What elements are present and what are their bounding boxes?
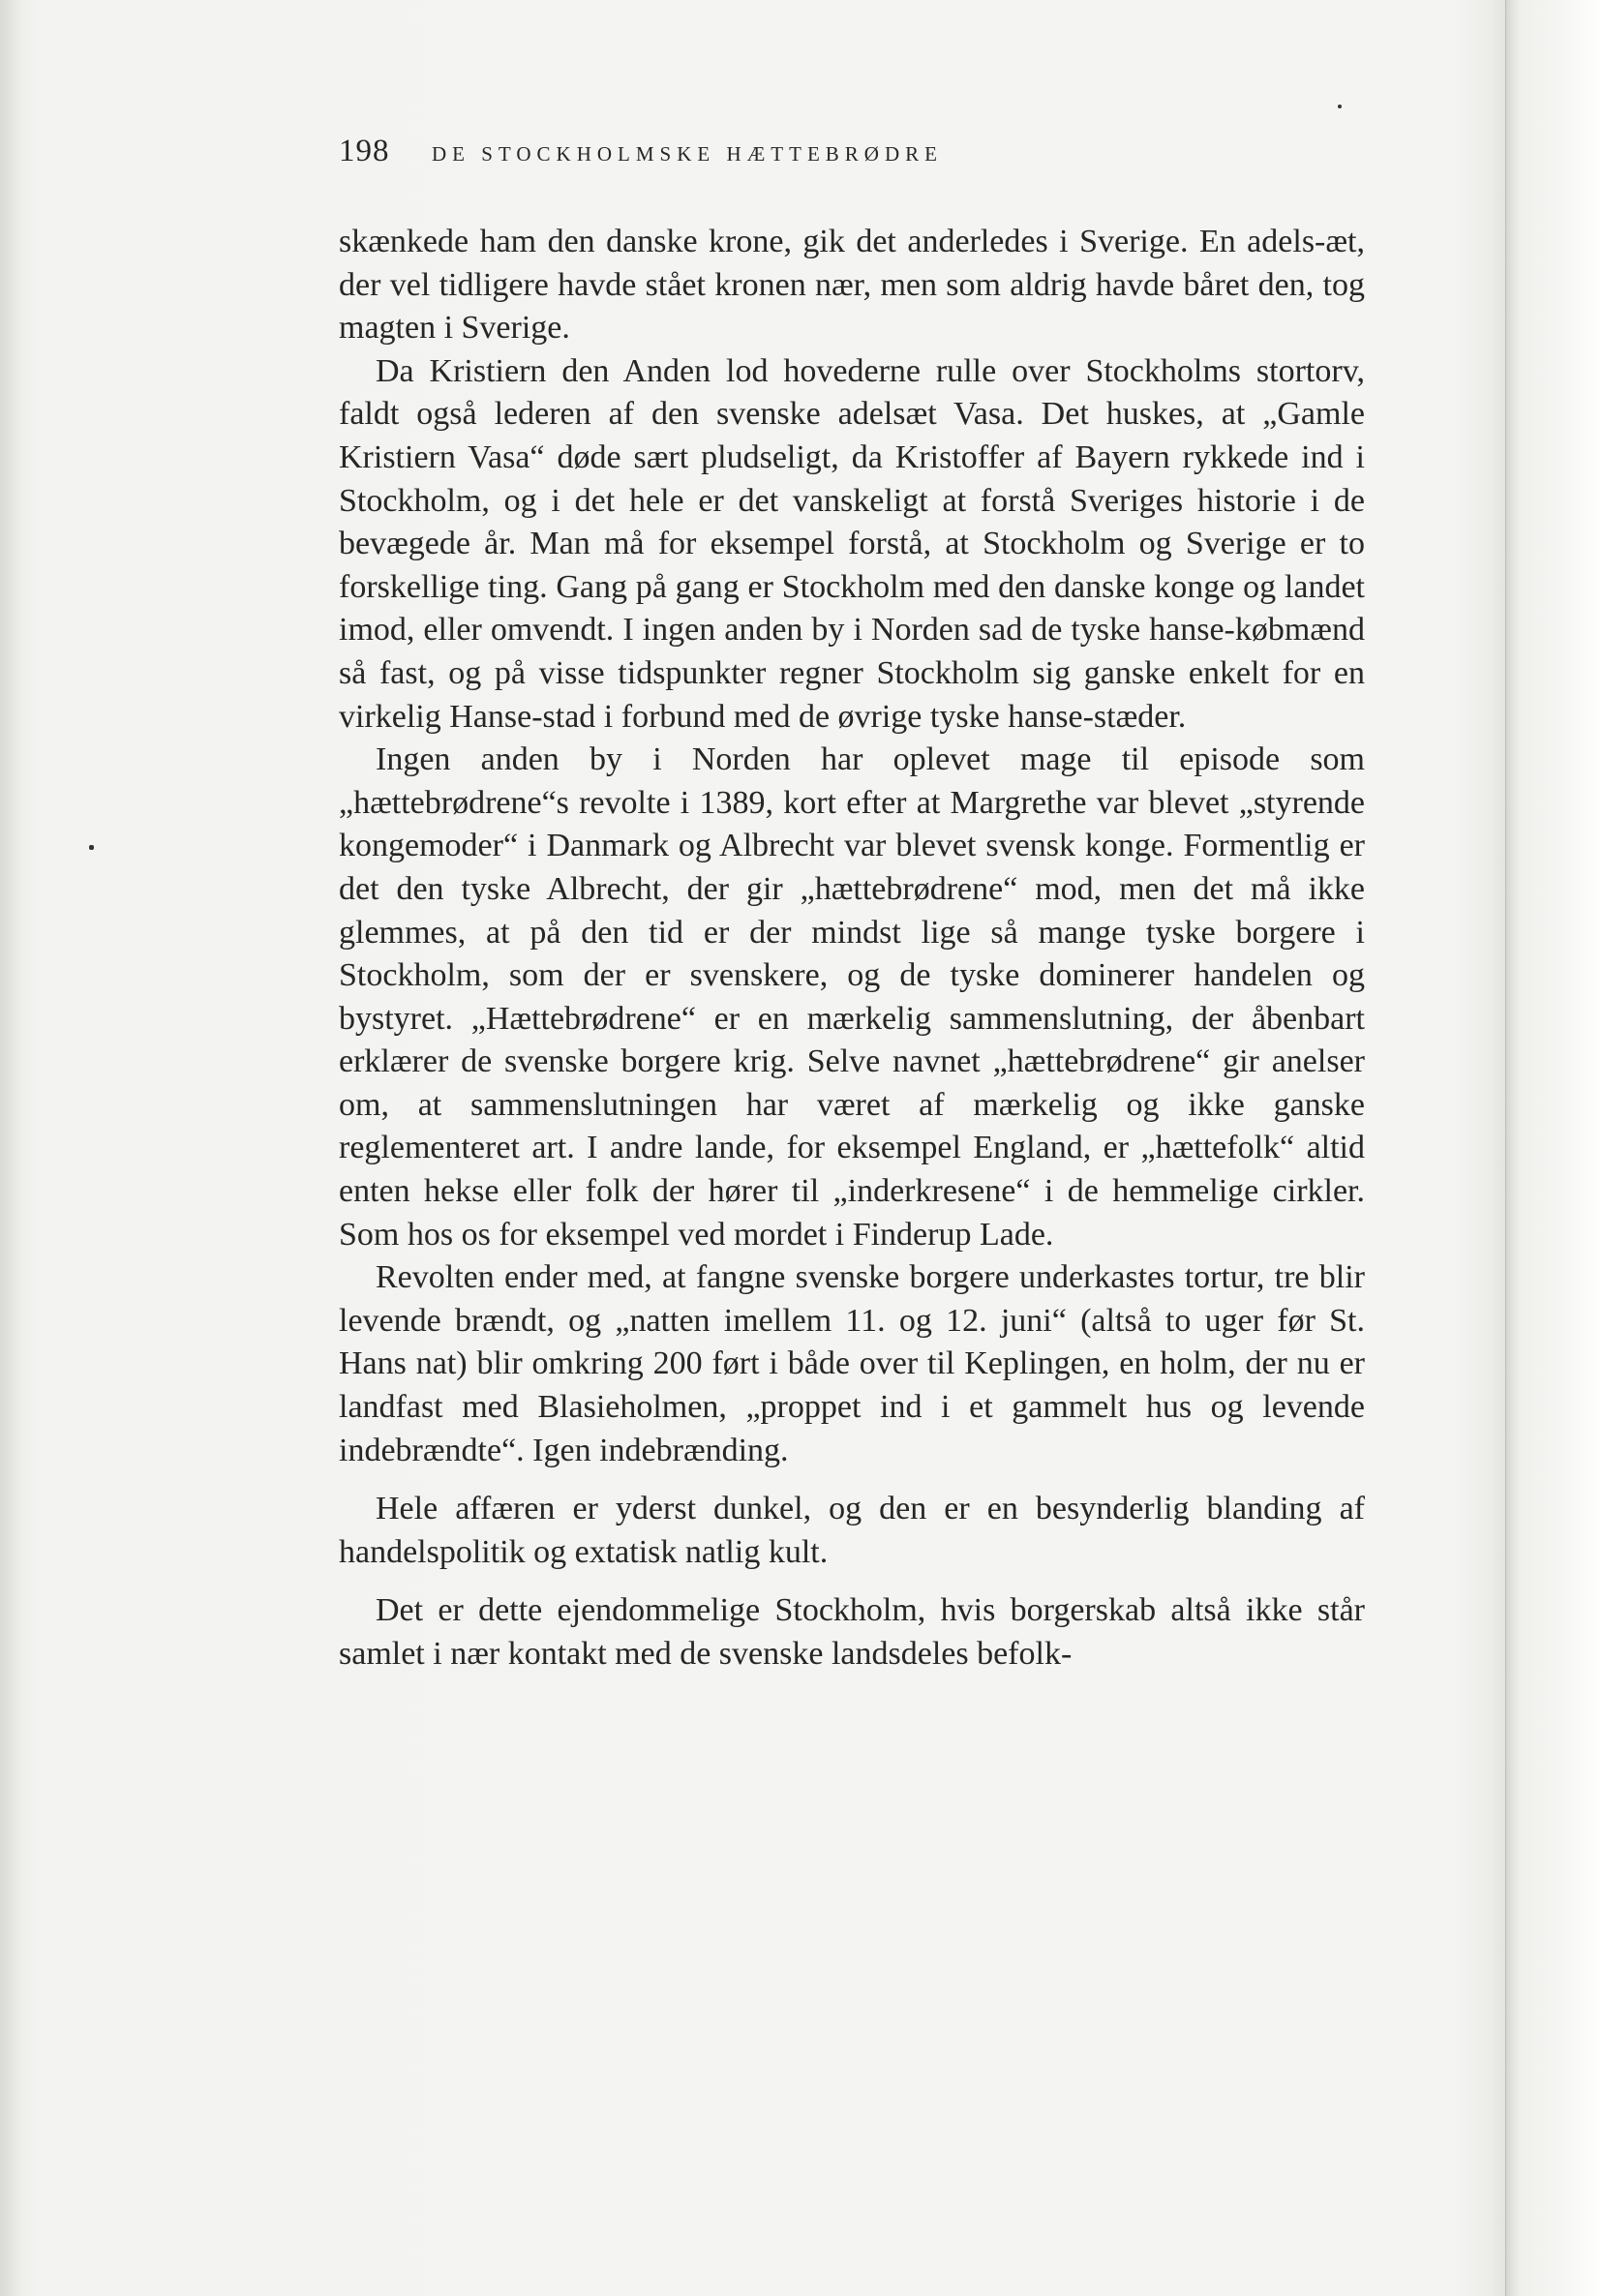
book-gutter [0,0,21,2296]
running-title: DE STOCKHOLMSKE HÆTTEBRØDRE [432,142,943,166]
paragraph-3: Ingen anden by i Norden har oplevet mage til episode som „hættebrødrene“s revolte i 1389, kort efter at Margrethe var blevet „styrende kongemoder“ i Danmark og Albrecht var blevet svensk konge. Formentlig er det den tyske Albrecht, der gir „hættebrødrene“ mod, men det må ikke glemmes, at på den tid er der mindst lige så mange tyske borgere i Stockholm, som der er svenskere, og de tyske dominerer handelen og bystyret. „Hættebrødrene“ er en mærkelig sammenslutning, der åbenbart erklærer de svenske borgere krig. Selve navnet „hættebrødrene“ gir anelser om, at sammenslutningen har været af mærkelig og ikke ganske reglementeret art. I andre lande, for eksempel England, er „hættefolk“ altid enten hekse eller folk der hører til „inderkresene“ i de hemmelige cirkler. Som hos os for eksempel ved mordet i Finderup Lade. [339,741,1365,1253]
page-edge-right [1506,0,1603,2296]
ink-speck [89,845,94,850]
paragraph-1: skænkede ham den danske krone, gik det anderledes i Sverige. En adels-æt, der vel tidligere havde stået kronen nær, men som aldrig havde båret den, tog magten i Sverige. [339,224,1365,347]
paragraph-6: Det er dette ejendommelige Stockholm, hvis borgerskab altså ikke står samlet i nær kontakt med de svenske landsdeles befolk- [339,1592,1365,1672]
page-number: 198 [339,134,390,168]
text-block [339,134,1365,1677]
ink-speck [1338,105,1342,108]
paragraph-4: Revolten ender med, at fangne svenske borgere underkastes tortur, tre blir levende brændt, og „natten imellem 11. og 12. juni“ (altså to uger før St. Hans nat) blir omkring 200 ført i både over til Keplingen, en holm, der nu er landfast med Blasieholmen, „proppet ind i et gammelt hus og levende indebrændte“. Igen indebrænding. [339,1259,1365,1468]
paragraph-2: Da Kristiern den Anden lod hovederne rulle over Stockholms stortorv, faldt også lederen af den svenske adelsæt Vasa. Det huskes, at „Gamle Kristiern Vasa“ døde sært pludseligt, da Kristoffer af Bayern rykkede ind i Stockholm, og i det hele er det vanskeligt at forstå Sveriges historie i de bevægede år. Man må for eksempel forstå, at Stockholm og Sverige er to forskellige ting. Gang på gang er Stockholm med den danske konge og landet imod, eller omvendt. I ingen anden by i Norden sad de tyske hanse-købmænd så fast, og på visse tidspunkter regner Stockholm sig ganske enkelt for en virkelig Hanse-stad i forbund med de øvrige tyske hanse-stæder. [339,352,1365,735]
paragraph-5: Hele affæren er yderst dunkel, og den er en besynderlig blanding af handelspolitik og extatisk natlig kult. [339,1491,1365,1570]
running-head [339,134,1365,190]
